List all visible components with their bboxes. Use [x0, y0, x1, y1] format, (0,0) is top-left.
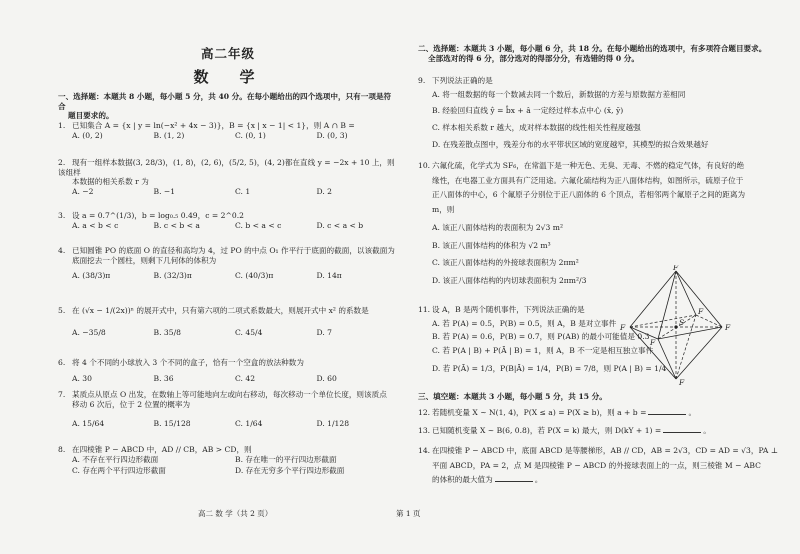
option: A. 若 P(A) = 0.5，P(B) = 0.5，则 A，B 是对立事件 [432, 318, 617, 328]
option: C. 该正八面体结构的外接球表面积为 2πm² [432, 258, 579, 268]
edge [630, 327, 676, 379]
option: C. 42 [235, 373, 256, 383]
question-8: 8. 在四棱锥 P − ABCD 中，AD // CB，AB > CD，则 A. 不存在平行四边形截面 B. 存在唯一的平行四边形截面 C. 存在两个平行四边形截面 D. 存在无穷多个平行四边形截面 [58, 445, 398, 476]
vertex-label: F [650, 338, 656, 347]
option: C. b < a < c [235, 220, 282, 230]
option: B. (32/3)π [153, 271, 192, 281]
grade-title: 高二年级 [200, 46, 255, 61]
option: D. 60 [316, 373, 337, 383]
option: A. a < b < c [72, 220, 119, 230]
option: B. −1 [153, 187, 176, 197]
option: C. 若 P(A | B) + P(Ā | B) = 1，则 A，B 不一定是相互独立事件 [432, 346, 654, 356]
option: D. (0, 3) [316, 130, 348, 140]
vertex-label: F [698, 307, 704, 316]
option: C. (40/3)π [235, 271, 274, 281]
edge [676, 271, 696, 315]
question-1: 1. 已知集合 A = {x | y = ln(−x² + 4x − 3)}，B = {x | x − 1| < 1}，则 A ∩ B = A. (0, 2) B. (1, 2) C. (0, 1) D. (0, 3) [58, 121, 398, 140]
option: D. 14π [316, 271, 342, 281]
center-point [674, 325, 677, 328]
question-11: 11. 设 A，B 是两个随机事件，下列说法正确的是 A. 若 P(A) = 0.5，P(B) = 0.5，则 A，B 是对立事件 B. 若 P(A) = 0.6，P(B) = 0.7，则 P(AB) 的最小可能值是 0.3 C. 若 P(A | B) + P(Ā | B) = 1，则 A，B 不一定是相互独立事件 D. 若 P(Ā) = 1/3，P(B|Ā) = 1/4，P(B) = 7/8，则 P(A | B) = 1/4 [418, 305, 770, 374]
question-2: 2. 现有一组样本数据(3, 28/3)，(1, 8)，(2, 6)，(5/2, 5)，(4, 2)都在直线 y = −2x + 10 上，则该组样 本数据的相关系数 r 为 A. −2 B. −1 C. 1 D. 2 [58, 158, 398, 197]
option: A. 该正八面体结构的表面积为 2√3 m² [432, 222, 564, 232]
hidden-edge [696, 315, 722, 327]
option: A. (0, 2) [72, 130, 103, 140]
footer-left: 高二 数 学（共 2 页） [198, 509, 273, 518]
octahedron-figure [618, 265, 736, 385]
option: B. 36 [153, 373, 174, 383]
question-10: 10. 六氟化硫，化学式为 SF₆，在常温下是一种无色、无臭、无毒、不燃的稳定气体，有良好的绝 缘性，在电器工业方面具有广泛用途。六氟化硫结构为正八面体结构，如图所示，硫原子位于 正八面体的中心，6 个氟原子分别位于正八面体的 6 个顶点，若相邻两个氟原子之间的距离为 m，则 A. 该正八面体结构的表面积为 2√3 m² B. 该正八面体结构的体积为 √2 m³ C. 该正八面体结构的外接球表面积为 2πm² D. 该正八面体结构的内切球表面积为 2πm²/3 [418, 161, 770, 286]
option: D. 在残差散点图中，残差分布的水平带状区域的宽度越窄，其模型的拟合效果越好 [432, 139, 709, 149]
vertex-label: F [725, 323, 731, 332]
question-5: 5. 在 (√x − 1/(2x))ⁿ 的展开式中，只有第六项的二项式系数最大，则展开式中 x² 的系数是 A. −35/8 B. 35/8 C. 45/4 D. 7 [58, 306, 398, 337]
vertex-label: F [679, 378, 685, 385]
section-2-heading: 二、选择题：本题共 3 小题，每小题 6 分，共 18 分。在每小题给出的选项中，有多项符合题目要求。 全部选对的得 6 分，部分选对的得部分分，有选错的得 0 分。 [418, 44, 767, 63]
option: B. 35/8 [153, 327, 181, 337]
option: B. 该正八面体结构的体积为 √2 m³ [432, 240, 551, 250]
edge [676, 327, 722, 379]
option: D. c < a < b [316, 220, 364, 230]
option: A. −35/8 [72, 327, 106, 337]
option: C. (0, 1) [235, 130, 266, 140]
option: D. 7 [316, 327, 332, 337]
option: A. 15/64 [72, 419, 105, 429]
option: A. −2 [72, 187, 94, 197]
option: D. 2 [316, 187, 332, 197]
option: D. 该正八面体结构的内切球表面积为 2πm²/3 [432, 276, 587, 286]
question-13: 13. 已知随机变量 X ~ B(6, 0.8)，若 P(X = k) 最大，则 D(kY + 1) = 。 [418, 426, 711, 435]
section-3-heading: 三、填空题：本题共 3 小题，每小题 5 分，共 15 分。 [418, 392, 607, 401]
center-label: S [679, 318, 685, 327]
option: C. 1 [235, 187, 251, 197]
option: C. 45/4 [235, 327, 263, 337]
option: A. 30 [72, 373, 92, 383]
option: B. c < b < a [153, 220, 200, 230]
edge [630, 271, 676, 327]
option: C. 1/64 [235, 419, 263, 429]
question-6: 6. 将 4 个不同的小球放入 3 个不同的盒子，恰有一个空盒的放法种数为 A. 30 B. 36 C. 42 D. 60 [58, 358, 398, 383]
edge [658, 339, 676, 379]
answer-blank[interactable] [495, 481, 533, 482]
footer-page-number: 第 1 页 [396, 509, 421, 518]
option: D. 若 P(Ā) = 1/3，P(B|Ā) = 1/4，P(B) = 7/8，则 P(A | B) = 1/4 [432, 363, 667, 373]
question-12: 12. 若随机变量 X ~ N(1, 4)，P(X ≤ a) = P(X ≥ b)，则 a + b = 。 [418, 408, 697, 417]
vertex-label: F [620, 323, 626, 332]
option: C. 存在两个平行四边形截面 [72, 466, 166, 476]
question-3: 3. 设 a = 0.7^(1/3)，b = log₀.₅ 0.49，c = 2^0.2 A. a < b < c B. c < b < a C. b < a < c D. c < a < b [58, 211, 398, 230]
option: B. 经验回归直线 ŷ = b̂x + â 一定经过样本点中心 (x̄, ȳ) [432, 106, 624, 116]
question-7: 7. 某质点从原点 O 出发，在数轴上等可能地向左或向右移动，每次移动一个单位长度，则该质点 移动 6 次后，位于 2 位置的概率为 A. 15/64 B. 15/128 C. 1/64 D. 1/128 [58, 390, 398, 429]
question-14: 14. 在四棱锥 P − ABCD 中，底面 ABCD 是等腰梯形，AB // CD，AB = 2√3，CD = AD = √3，PA ⊥ 平面 ABCD，PA = 2，点 M 是四棱锥 P − ABCD 的外接球表面上的一点，则三棱锥 M − ABC 的体积的最大值为 。 [418, 446, 778, 485]
question-9: 9. 下列说法正确的是 A. 将一组数据的每一个数减去同一个数后，新数据的方差与原数据方差相同 B. 经验回归直线 ŷ = b̂x + â 一定经过样本点中心 (x̄, ȳ) C. 样本相关系数 r 越大，成对样本数据的线性相关性程度越强 D. 在残差散点图中，残差分布的水平带状区域的宽度越窄，其模型的拟合效果越好 [418, 76, 770, 150]
option: B. (1, 2) [153, 130, 185, 140]
vertex-label: F [673, 265, 679, 272]
option: A. 不存在平行四边形截面 [72, 454, 159, 464]
option: C. 样本相关系数 r 越大，成对样本数据的线性相关性程度越强 [432, 123, 641, 133]
option: B. 15/128 [153, 419, 191, 429]
edge [658, 271, 676, 339]
question-4: 4. 已知圆锥 PO 的底面 O 的直径和高均为 4，过 PO 的中点 O₁ 作平行于底面的截面，以该截面为 底面挖去一个圆柱，则剩下几何体的体积为 A. (38/3)π B. (32/3)π C. (40/3)π D. 14π [58, 246, 398, 281]
option: B. 若 P(A) = 0.6，P(B) = 0.7，则 P(AB) 的最小可能值是 0.3 [432, 332, 650, 342]
answer-blank[interactable] [663, 432, 701, 433]
option: B. 存在唯一的平行四边形截面 [235, 454, 337, 464]
answer-blank[interactable] [648, 414, 686, 415]
option: A. (38/3)π [72, 271, 111, 281]
section-1-heading: 一、选择题：本题共 8 小题，每小题 5 分，共 40 分。在每小题给出的四个选项中，只有一项是符合 题目要求的。 [58, 92, 392, 121]
option: D. 存在无穷多个平行四边形截面 [235, 466, 345, 476]
option: D. 1/128 [316, 419, 350, 429]
subject-title: 数 学 [193, 68, 263, 86]
option: A. 将一组数据的每一个数减去同一个数后，新数据的方差与原数据方差相同 [432, 89, 686, 99]
